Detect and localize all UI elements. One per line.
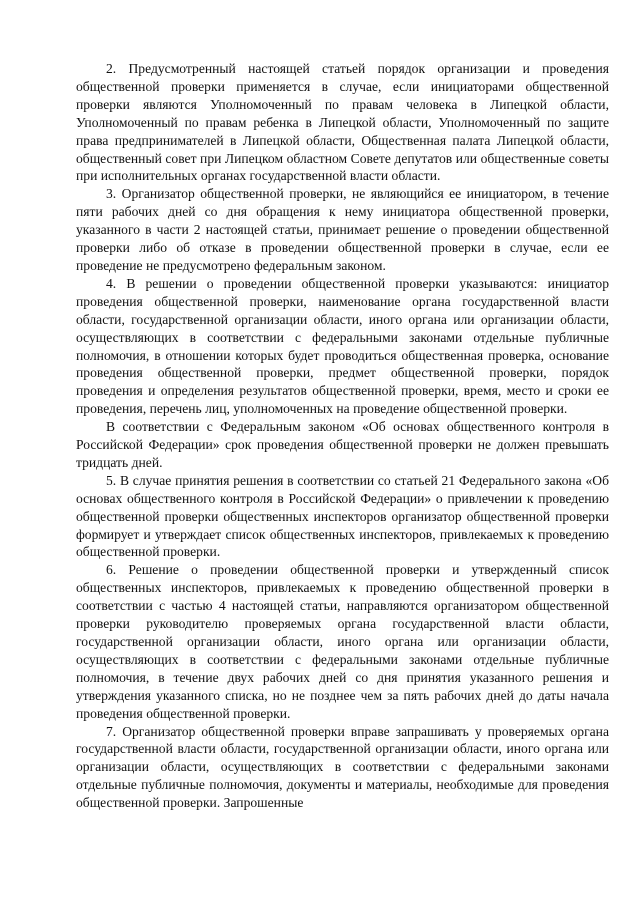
paragraph-6: 6. Решение о проведении общественной проверки и утвержденный список общественных инспекторов, привлекаемых к проведению общественной проверки в соответствии с частью 4 настоящей статьи, направляются организатором общественной проверки руководителю проверяемых органа государственной власти области, государственной организации области, иного органа или организации области, осуществляющих в соответствии с федеральными законами отдельные публичные полномочия, в течение двух рабочих дней со дня принятия указанного решения и утверждения указанного списка, но не позднее чем за пять рабочих дней до даты начала проведения общественной проверки. xyxy=(76,562,609,721)
document-page xyxy=(76,60,609,812)
paragraph-5: 5. В случае принятия решения в соответствии со статьей 21 Федерального закона «Об основах общественного контроля в Российской Федерации» о привлечении к проведению общественной проверки общественных инспекторов организатор общественной проверки формирует и утверждает список общественных инспекторов, привлекаемых к проведению общественной проверки. xyxy=(76,472,609,560)
paragraph-4: 4. В решении о проведении общественной проверки указываются: инициатор проведения общественной проверки, наименование органа государственной власти области, государственной организации области, иного органа или организации области, осуществляющих в соответствии с федеральными законами отдельные публичные полномочия, в отношении которых будет проводиться общественная проверка, основание проведения общественной проверки, предмет общественной проверки, порядок проведения и определения результатов общественной проверки, время, место и сроки ее проведения, перечень лиц, уполномоченных на проведение общественной проверки. xyxy=(76,275,609,417)
paragraph-2: 2. Предусмотренный настоящей статьей порядок организации и проведения общественной проверки применяется в случае, если инициаторами общественной проверки являются Уполномоченный по правам человека в Липецкой области, Уполномоченный по правам ребенка в Липецкой области, Уполномоченный по защите права предпринимателей в Липецкой области, Общественная палата Липецкой области, общественный совет при Липецком областном Совете депутатов или общественные советы при исполнительных органах государственной власти области. xyxy=(76,61,609,184)
paragraph-3: 3. Организатор общественной проверки, не являющийся ее инициатором, в течение пяти рабочих дней со дня обращения к нему инициатора общественной проверки, указанного в части 2 настоящей статьи, принимает решение о проведении общественной проверки либо об отказе в проведении общественной проверки в случае, если ее проведение не предусмотрено федеральным законом. xyxy=(76,186,609,273)
paragraph-7: 7. Организатор общественной проверки вправе запрашивать у проверяемых органа государственной власти области, государственной организации области, иного органа или организации области, осуществляющих в соответствии с федеральными законами отдельные публичные полномочия, документы и материалы, необходимые для проведения общественной проверки. Запрошенные xyxy=(76,723,609,811)
paragraph-4-term: В соответствии с Федеральным законом «Об основах общественного контроля в Российской Федерации» срок проведения общественной проверки не должен превышать тридцать дней. xyxy=(76,419,609,470)
